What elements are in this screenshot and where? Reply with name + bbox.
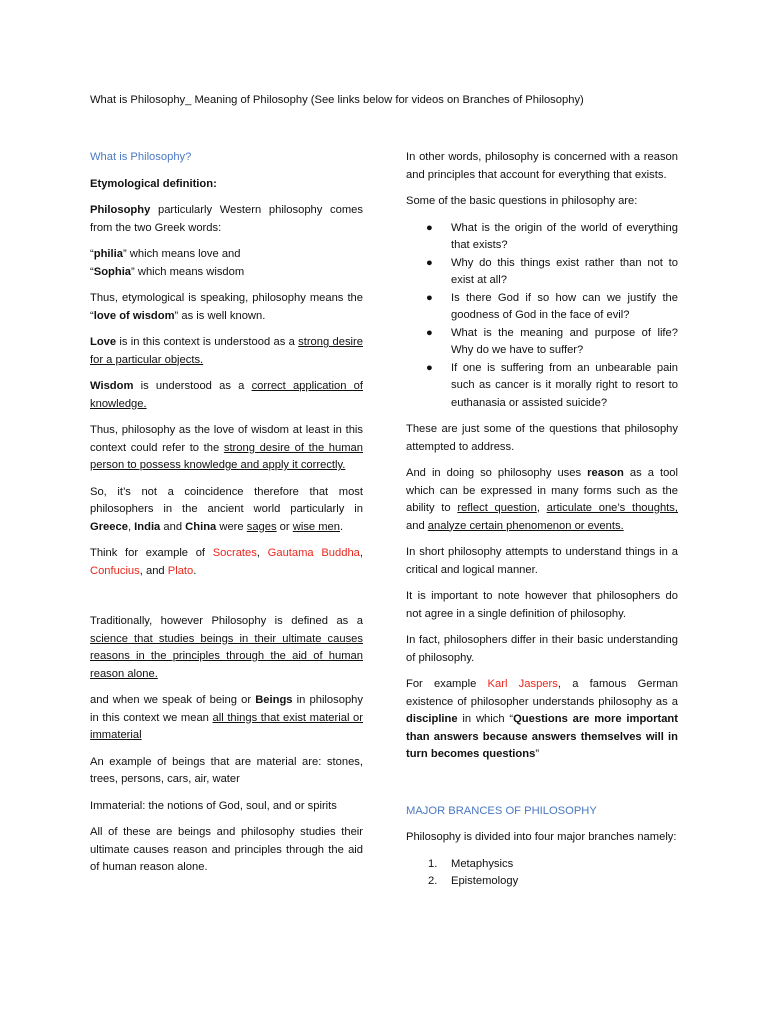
paragraph-beings: and when we speak of being or Beings in philosophy in this context we mean all things that exist material or immaterial <box>90 694 363 741</box>
document-title: What is Philosophy_ Meaning of Philosophy (See links below for videos on Branches of Philosophy) <box>90 94 584 106</box>
section-heading-major-branches: MAJOR BRANCES OF PHILOSOPHY <box>406 804 597 817</box>
name-confucius: Confucius <box>90 564 140 577</box>
etymological-heading: Etymological definition: <box>90 177 217 190</box>
paragraph-strong-desire: Thus, philosophy as the love of wisdom at least in this context could refer to the strong desire of the human person to possess knowledge and apply it correctly. <box>90 424 363 471</box>
paragraph-reason-tool: And in doing so philosophy uses reason as a tool which can be expressed in many forms such as the ability to reflect question, articulate one’s thoughts, and analyze certain phenomenon or events. <box>406 467 679 532</box>
name-socrates: Socrates <box>212 547 257 559</box>
paragraph-ancient-world: So, it’s not a coincidence therefore that most philosophers in the ancient world particularly in Greece, India and China were sages or wise men. <box>90 485 363 533</box>
bullet-icon: ● <box>426 221 433 234</box>
paragraph-material-beings: An example of beings that are material are: stones, trees, persons, cars, air, water <box>90 755 363 785</box>
right-column <box>406 149 678 891</box>
name-gautama-buddha: Gautama Buddha <box>267 547 360 559</box>
list-item: ● What is the origin of the world of everything that exists? <box>426 221 678 251</box>
list-item: 2. Epistemology <box>406 873 678 891</box>
paragraph-in-short: In short philosophy attempts to understand things in a critical and logical manner. <box>406 546 678 576</box>
paragraph-immaterial: Immaterial: the notions of God, soul, and or spirits <box>90 799 337 812</box>
bullet-icon: ● <box>426 326 433 339</box>
paragraph-questions-addressed: These are just some of the questions that philosophy attempted to address. <box>406 423 678 453</box>
name-karl-jaspers: Karl Jaspers <box>487 678 558 690</box>
bullet-icon: ● <box>426 361 433 374</box>
paragraph-four-branches: Philosophy is divided into four major branches namely: <box>406 831 677 843</box>
list-item: ● What is the meaning and purpose of life? Why do we have to suffer? <box>426 326 678 356</box>
bullet-icon: ● <box>426 291 433 304</box>
paragraph-no-single-definition: It is important to note however that philosophers do not agree in a single definition of philosophy. <box>406 590 678 620</box>
spacer <box>90 589 363 613</box>
paragraph-other-words: In other words, philosophy is concerned with a reason and principles that account for everything that exists. <box>406 151 678 181</box>
name-plato: Plato <box>167 564 194 577</box>
paragraph-philosophers-examples: Think for example of Socrates, Gautama Buddha, Confucius, and Plato. <box>90 547 364 577</box>
list-item: ● If one is suffering from an unbearable pain such as cancer is it morally right to resort to euthanasia or assisted suicide? <box>426 361 678 409</box>
branches-list <box>406 856 678 891</box>
paragraph-karl-jaspers: For example Karl Jaspers, a famous German existence of philosopher understands philosophy as a discipline in which “Questions are more important than answers because answers themselves will in turn becomes questions” <box>406 678 678 760</box>
paragraph-greek-words: Philosophy particularly Western philosophy comes from the two Greek words: <box>90 204 363 234</box>
left-column <box>90 149 363 886</box>
list-item: ● Is there God if so how can we justify the goodness of God in the face of evil? <box>426 291 678 321</box>
list-item: 1. Metaphysics <box>406 856 678 874</box>
list-number: 1. <box>428 857 438 870</box>
paragraph-love-of-wisdom: Thus, etymological is speaking, philosophy means the “love of wisdom” as is well known. <box>90 292 363 322</box>
paragraph-basic-questions: Some of the basic questions in philosophy are: <box>406 195 638 207</box>
spacer <box>406 773 678 803</box>
paragraph-all-beings: All of these are beings and philosophy studies their ultimate causes reason and principles through the aid of human reason alone. <box>90 826 363 873</box>
bullet-icon: ● <box>426 256 433 269</box>
questions-list <box>406 220 678 413</box>
paragraph-wisdom: Wisdom is understood as a correct application of knowledge. <box>90 380 363 410</box>
section-heading-what-is-philosophy: What is Philosophy? <box>90 151 192 163</box>
paragraph-philia-sophia: “philia” which means love and “Sophia” which means wisdom <box>90 248 245 278</box>
list-number: 2. <box>428 875 438 887</box>
paragraph-traditional-definition: Traditionally, however Philosophy is defined as a science that studies beings in their ultimate causes reasons in the principles through the aid of human reason alone. <box>90 615 363 680</box>
paragraph-philosophers-differ: In fact, philosophers differ in their basic understanding of philosophy. <box>406 634 678 664</box>
list-item: ● Why do this things exist rather than not to exist at all? <box>426 256 678 286</box>
paragraph-love: Love is in this context is understood as a strong desire for a particular objects. <box>90 336 363 366</box>
